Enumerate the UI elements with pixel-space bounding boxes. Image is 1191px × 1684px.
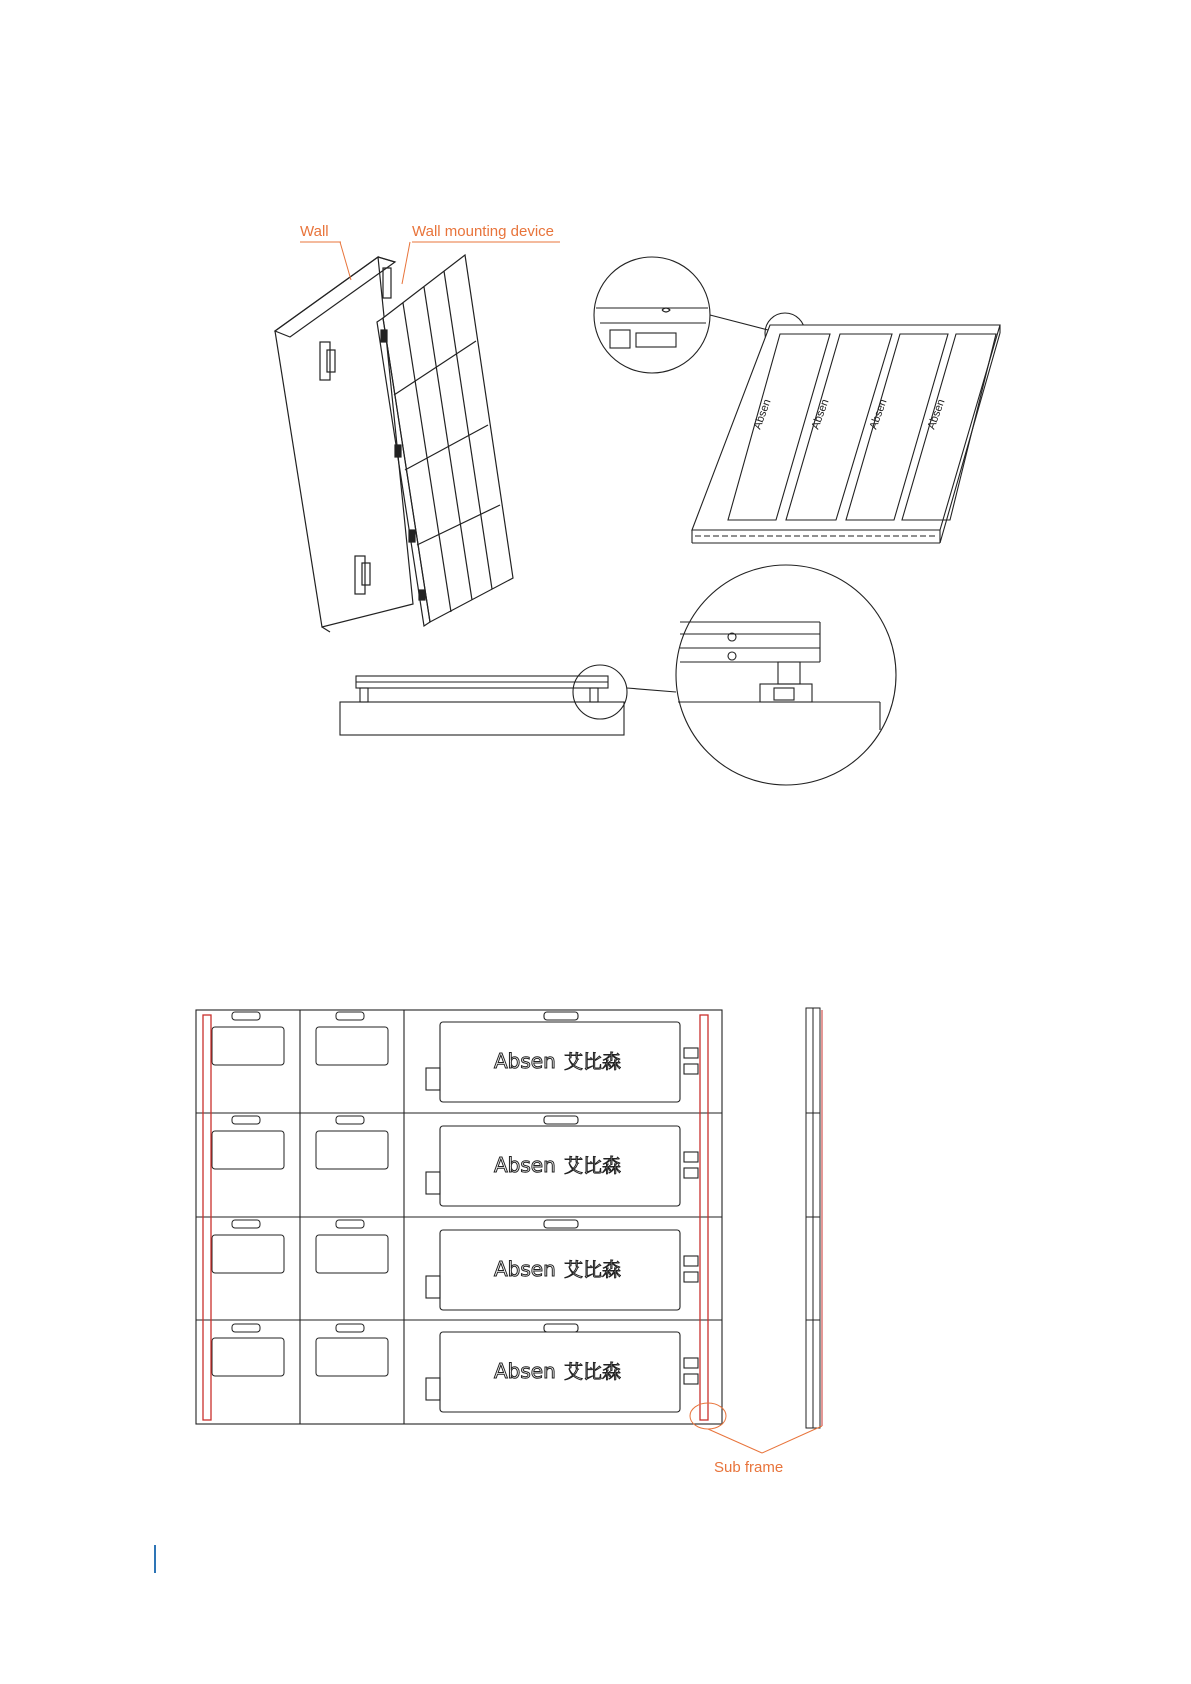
svg-text:Absen: Absen — [751, 397, 774, 432]
sub-frame-label: Sub frame — [714, 1459, 784, 1476]
screen-back-view — [594, 257, 1000, 543]
cabinet-row-2 — [494, 1153, 621, 1177]
brand-logo-cjk: 艾比森 — [564, 1259, 622, 1281]
cabinet-row-1 — [494, 1049, 621, 1073]
brand-logo-latin: Absen — [494, 1257, 556, 1281]
wall-mounting-device-label: Wall mounting device — [412, 223, 555, 240]
wall-mounting-figure — [0, 0, 1191, 800]
callout-wall-mounting-device — [402, 223, 560, 284]
wall-label: Wall — [300, 223, 329, 240]
svg-text:Absen: Absen — [809, 397, 832, 432]
side-profile — [806, 1008, 822, 1428]
brand-logo-latin: Absen — [494, 1153, 556, 1177]
svg-text:Absen: Absen — [867, 397, 890, 432]
page-marker — [154, 1545, 156, 1573]
brand-logo-cjk: 艾比森 — [564, 1051, 622, 1073]
cabinet-row-3 — [494, 1257, 621, 1281]
brand-logo-cjk: 艾比森 — [564, 1155, 622, 1177]
svg-text:Absen: Absen — [925, 397, 948, 432]
callout-sub-frame — [690, 1403, 822, 1453]
sub-frame-figure — [0, 990, 1191, 1510]
cabinet-row-4 — [494, 1359, 621, 1383]
brand-logo-latin: Absen — [494, 1359, 556, 1383]
callout-wall — [300, 223, 351, 280]
brand-logo-latin: Absen — [494, 1049, 556, 1073]
power-boxes — [426, 1012, 698, 1412]
brand-logo-cjk: 艾比森 — [564, 1361, 622, 1383]
